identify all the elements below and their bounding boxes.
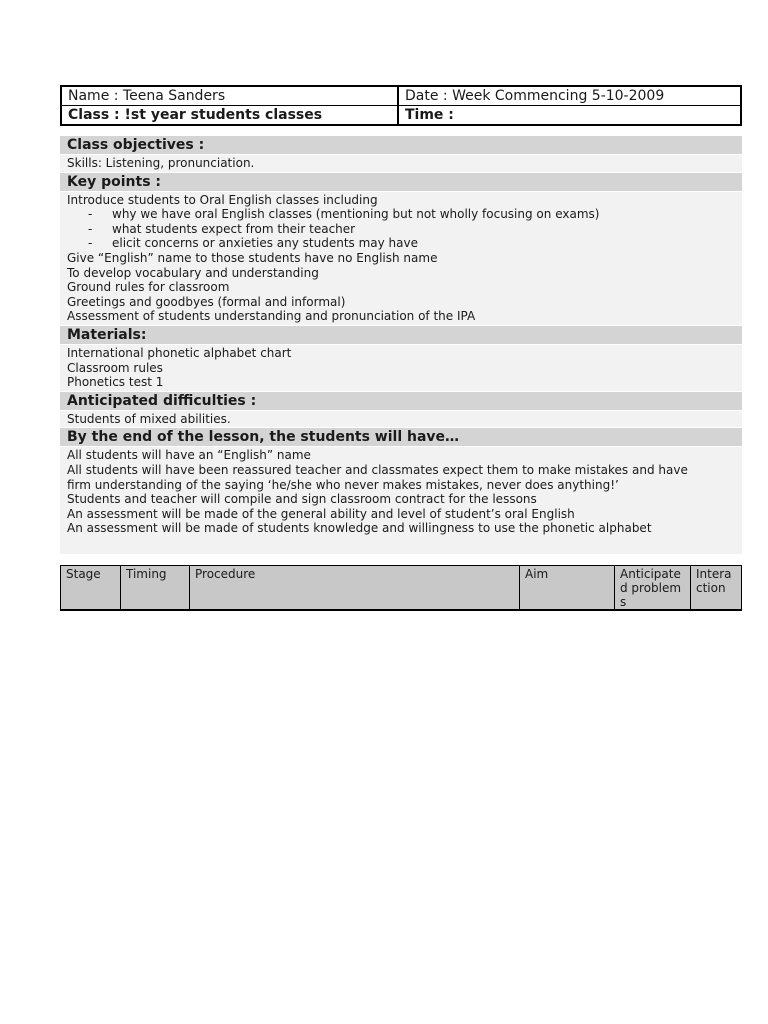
key-points-bullet: - why we have oral English classes (mentioning but not wholly focusing on exams)	[88, 207, 600, 222]
objectives-heading: Class objectives :	[60, 136, 742, 154]
column-interaction: Interaction	[696, 567, 732, 595]
lesson-sections	[60, 136, 742, 555]
lesson-time: Time :	[405, 107, 454, 123]
materials-heading: Materials:	[60, 326, 742, 344]
materials-line: International phonetic alphabet chart	[67, 345, 292, 360]
key-points-heading: Key points :	[60, 173, 742, 191]
outcomes-heading: By the end of the lesson, the students will have…	[60, 428, 742, 446]
key-points-line: Ground rules for classroom	[67, 280, 230, 295]
teacher-name: Name : Teena Sanders	[62, 87, 399, 105]
key-points-line: Greetings and goodbyes (formal and informal)	[67, 294, 346, 309]
difficulties-heading: Anticipated difficulties :	[60, 392, 742, 410]
bullet-text: what students expect from their teacher	[112, 221, 356, 236]
header-row-2	[62, 105, 740, 124]
bullet-text: why we have oral English classes (mentioning but not wholly focusing on exams)	[112, 207, 600, 222]
class-name: Class : !st year students classes	[62, 106, 399, 124]
key-points-line: Assessment of students understanding and pronunciation of the IPA	[67, 309, 476, 324]
bullet-text: elicit concerns or anxieties any students may have	[112, 236, 418, 251]
outcomes-line: firm understanding of the saying ‘he/she who never makes mistakes, never does anything!’	[67, 477, 619, 492]
column-stage: Stage	[61, 566, 121, 609]
materials-line: Classroom rules	[67, 360, 163, 375]
key-points-body	[60, 191, 742, 326]
column-anticipated-problems: Anticipated problems	[615, 566, 691, 609]
header-table	[60, 85, 742, 126]
outcomes-line: Students and teacher will compile and sign classroom contract for the lessons	[67, 492, 537, 507]
key-points-line: Give “English” name to those students have no English name	[67, 250, 438, 265]
key-points-bullet: - what students expect from their teacher	[88, 221, 356, 236]
outcomes-line: All students will have an “English” name	[67, 448, 311, 463]
objectives-line: Skills: Listening, pronunciation.	[67, 156, 255, 170]
key-points-intro: Introduce students to Oral English classes including	[67, 192, 378, 207]
outcomes-line: All students will have been reassured teacher and classmates expect them to make mistakes and have	[67, 462, 688, 477]
materials-body	[60, 344, 742, 392]
column-aim: Aim	[520, 566, 615, 609]
outcomes-line: An assessment will be made of students knowledge and willingness to use the phonetic alphabet	[67, 521, 652, 536]
materials-line: Phonetics test 1	[67, 375, 164, 390]
difficulties-body	[60, 410, 742, 429]
column-timing: Timing	[121, 566, 190, 609]
outcomes-line: An assessment will be made of the general ability and level of student’s oral English	[67, 506, 575, 521]
difficulties-line: Students of mixed abilities.	[67, 411, 231, 426]
objectives-body	[60, 154, 742, 173]
lesson-date: Date : Week Commencing 5-10-2009	[405, 88, 665, 104]
header-row-1	[62, 87, 740, 105]
stages-table-header	[60, 565, 742, 611]
key-points-bullet: - elicit concerns or anxieties any students may have	[88, 236, 418, 251]
column-procedure: Procedure	[190, 566, 520, 609]
outcomes-body	[60, 446, 742, 555]
key-points-line: To develop vocabulary and understanding	[67, 265, 319, 280]
